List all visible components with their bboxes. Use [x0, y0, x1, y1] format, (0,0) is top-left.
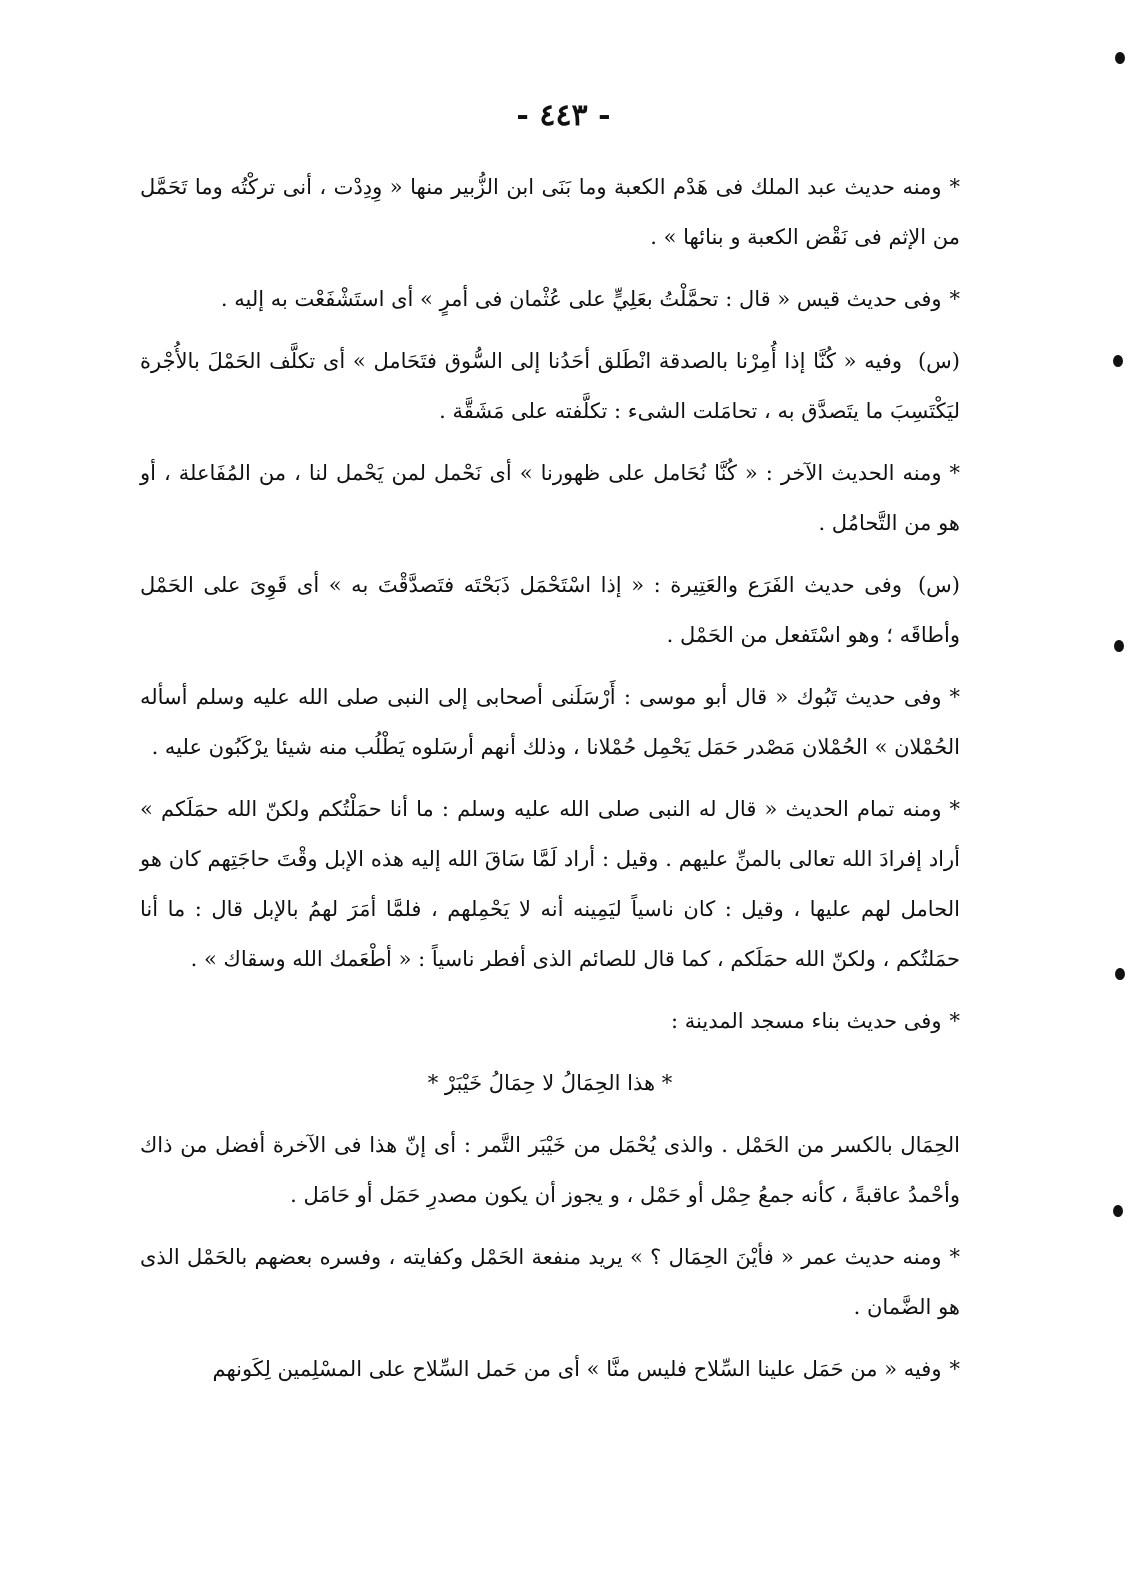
paragraph	[140, 560, 960, 660]
paragraph-marker: *	[949, 797, 960, 821]
paragraph-text: وفيه « كُنَّا إذا أُمِرْنا بالصدقة انْطَلق أحَدُنا إلى السُّوق فتَحَامل » أى تكلَّف الحَمْلَ بالأُجْرة ليَكْتَسِبَ ما يتَصدَّق به ، تحامَلت الشىء : تكلَّفته على مَشَقَّة .	[140, 349, 960, 423]
paragraph	[140, 996, 960, 1046]
paragraph-text: ومنه حديث عبد الملك فى هَدْم الكعبة وما بَنَى ابن الزُّبير منها « وِدِدْت ، أنى تركْتُه وما تَحَمَّل من الإثم فى نَقْض الكعبة و بنائها » .	[140, 175, 960, 249]
paragraph-text: وفيه « من حَمَل علينا السِّلاح فليس منَّا » أى من حَمل السِّلاح على المسْلِمين لِكَونهم	[212, 1357, 942, 1381]
paragraph	[140, 336, 960, 436]
paragraph-marker: (س)	[917, 573, 960, 597]
paragraph-text: الحِمَال بالكسر من الحَمْل . والذى يُحْمَل من خَيْبَر التَّمر : أى إنّ هذا فى الآخرة أفضل من ذاك وأحْمدُ عاقبةً ، كأنه جمعُ حِمْل أو حَمْل ، و يجوز أن يكون مصدرِ حَمَل أو حَامَل .	[140, 1133, 960, 1207]
paragraph-text: ومنه تمام الحديث « قال له النبى صلى الله عليه وسلم : ما أنا حمَلْتُكم ولكنّ الله حمَلَكم » أراد إفرادَ الله تعالى بالمنِّ عليهم . وقيل : أراد لَمَّا سَاقَ الله إليه هذه الإبل وقْتَ حاجَتِهم كان هو الحامل لهم عليها ، وقيل : كان ناسياً ليَمِينه أنه لا يَحْمِلهم ، فلمَّا أمَرَ لهمُ بالإبل قال : ما أنا حمَلتُكم ، ولكنّ الله حمَلَكم ، كما قال للصائم الذى أفطر ناسياً : « أطْعَمك الله وسقاك » .	[140, 797, 960, 971]
paragraph	[140, 784, 960, 984]
paragraph	[140, 448, 960, 548]
paragraph-marker: *	[949, 685, 960, 709]
paragraph-marker: *	[949, 175, 960, 199]
paragraph-marker: *	[949, 1357, 960, 1381]
paragraph-text: وفى حديث قيس « قال : تحمَّلْتُ بعَلِيٍّ على عُثْمان فى أمرٍ » أى استَشْفَعْت به إليه .	[220, 287, 942, 311]
binding-hole-mark	[1115, 968, 1125, 980]
binding-hole-mark	[1113, 1205, 1123, 1217]
paragraph-marker: *	[949, 1245, 960, 1269]
paragraph	[140, 672, 960, 772]
paragraph-marker: *	[949, 1009, 960, 1033]
binding-hole-mark	[1113, 355, 1123, 367]
text-body	[140, 162, 960, 1406]
paragraph-marker: *	[949, 287, 960, 311]
paragraph-text: وفى حديث بناء مسجد المدينة :	[671, 1009, 942, 1033]
paragraph	[140, 162, 960, 262]
paragraph-text: ومنه حديث عمر « فأيْنَ الحِمَال ؟ » يريد منفعة الحَمْل وكفايته ، وفسره بعضهم بالحَمْل الذى هو الضَّمان .	[140, 1245, 960, 1319]
paragraph-marker: (س)	[917, 349, 960, 373]
paragraph-marker: *	[949, 461, 960, 485]
paragraph	[140, 1120, 960, 1220]
paragraph	[140, 1344, 960, 1394]
paragraph-text: وفى حديث الفَرَع والعَتِيرة : « إذا اسْتَحْمَل ذَبَحْتَه فتَصدَّقْتَ به » أى قَوِىَ على الحَمْل وأطاقَه ؛ وهو اسْتَفعل من الحَمْل .	[140, 573, 960, 647]
binding-hole-mark	[1115, 52, 1125, 64]
paragraph-text: وفى حديث تَبُوك « قال أبو موسى : أَرْسَلَنى أصحابى إلى النبى صلى الله عليه وسلم أسأله الحُمْلان » الحُمْلان مَصْدر حَمَل يَحْمِل حُمْلانا ، وذلك أنهم أرسَلوه يَطْلُب منه شيئا يرْكَبُون عليه .	[140, 685, 960, 759]
paragraph-text: ومنه الحديث الآخر : « كُنَّا نُحَامل على ظهورنا » أى نَحْمل لمن يَحْمل لنا ، من المُفَاعلة ، أو هو من التَّحامُل .	[140, 461, 960, 535]
paragraph	[140, 1232, 960, 1332]
verse-line: * هذا الحِمَالُ لا حِمَالُ خَيْبَرْ *	[427, 1071, 673, 1095]
paragraph	[140, 274, 960, 324]
page-number: - ٤٤٣ -	[516, 98, 611, 133]
binding-hole-mark	[1114, 640, 1124, 652]
